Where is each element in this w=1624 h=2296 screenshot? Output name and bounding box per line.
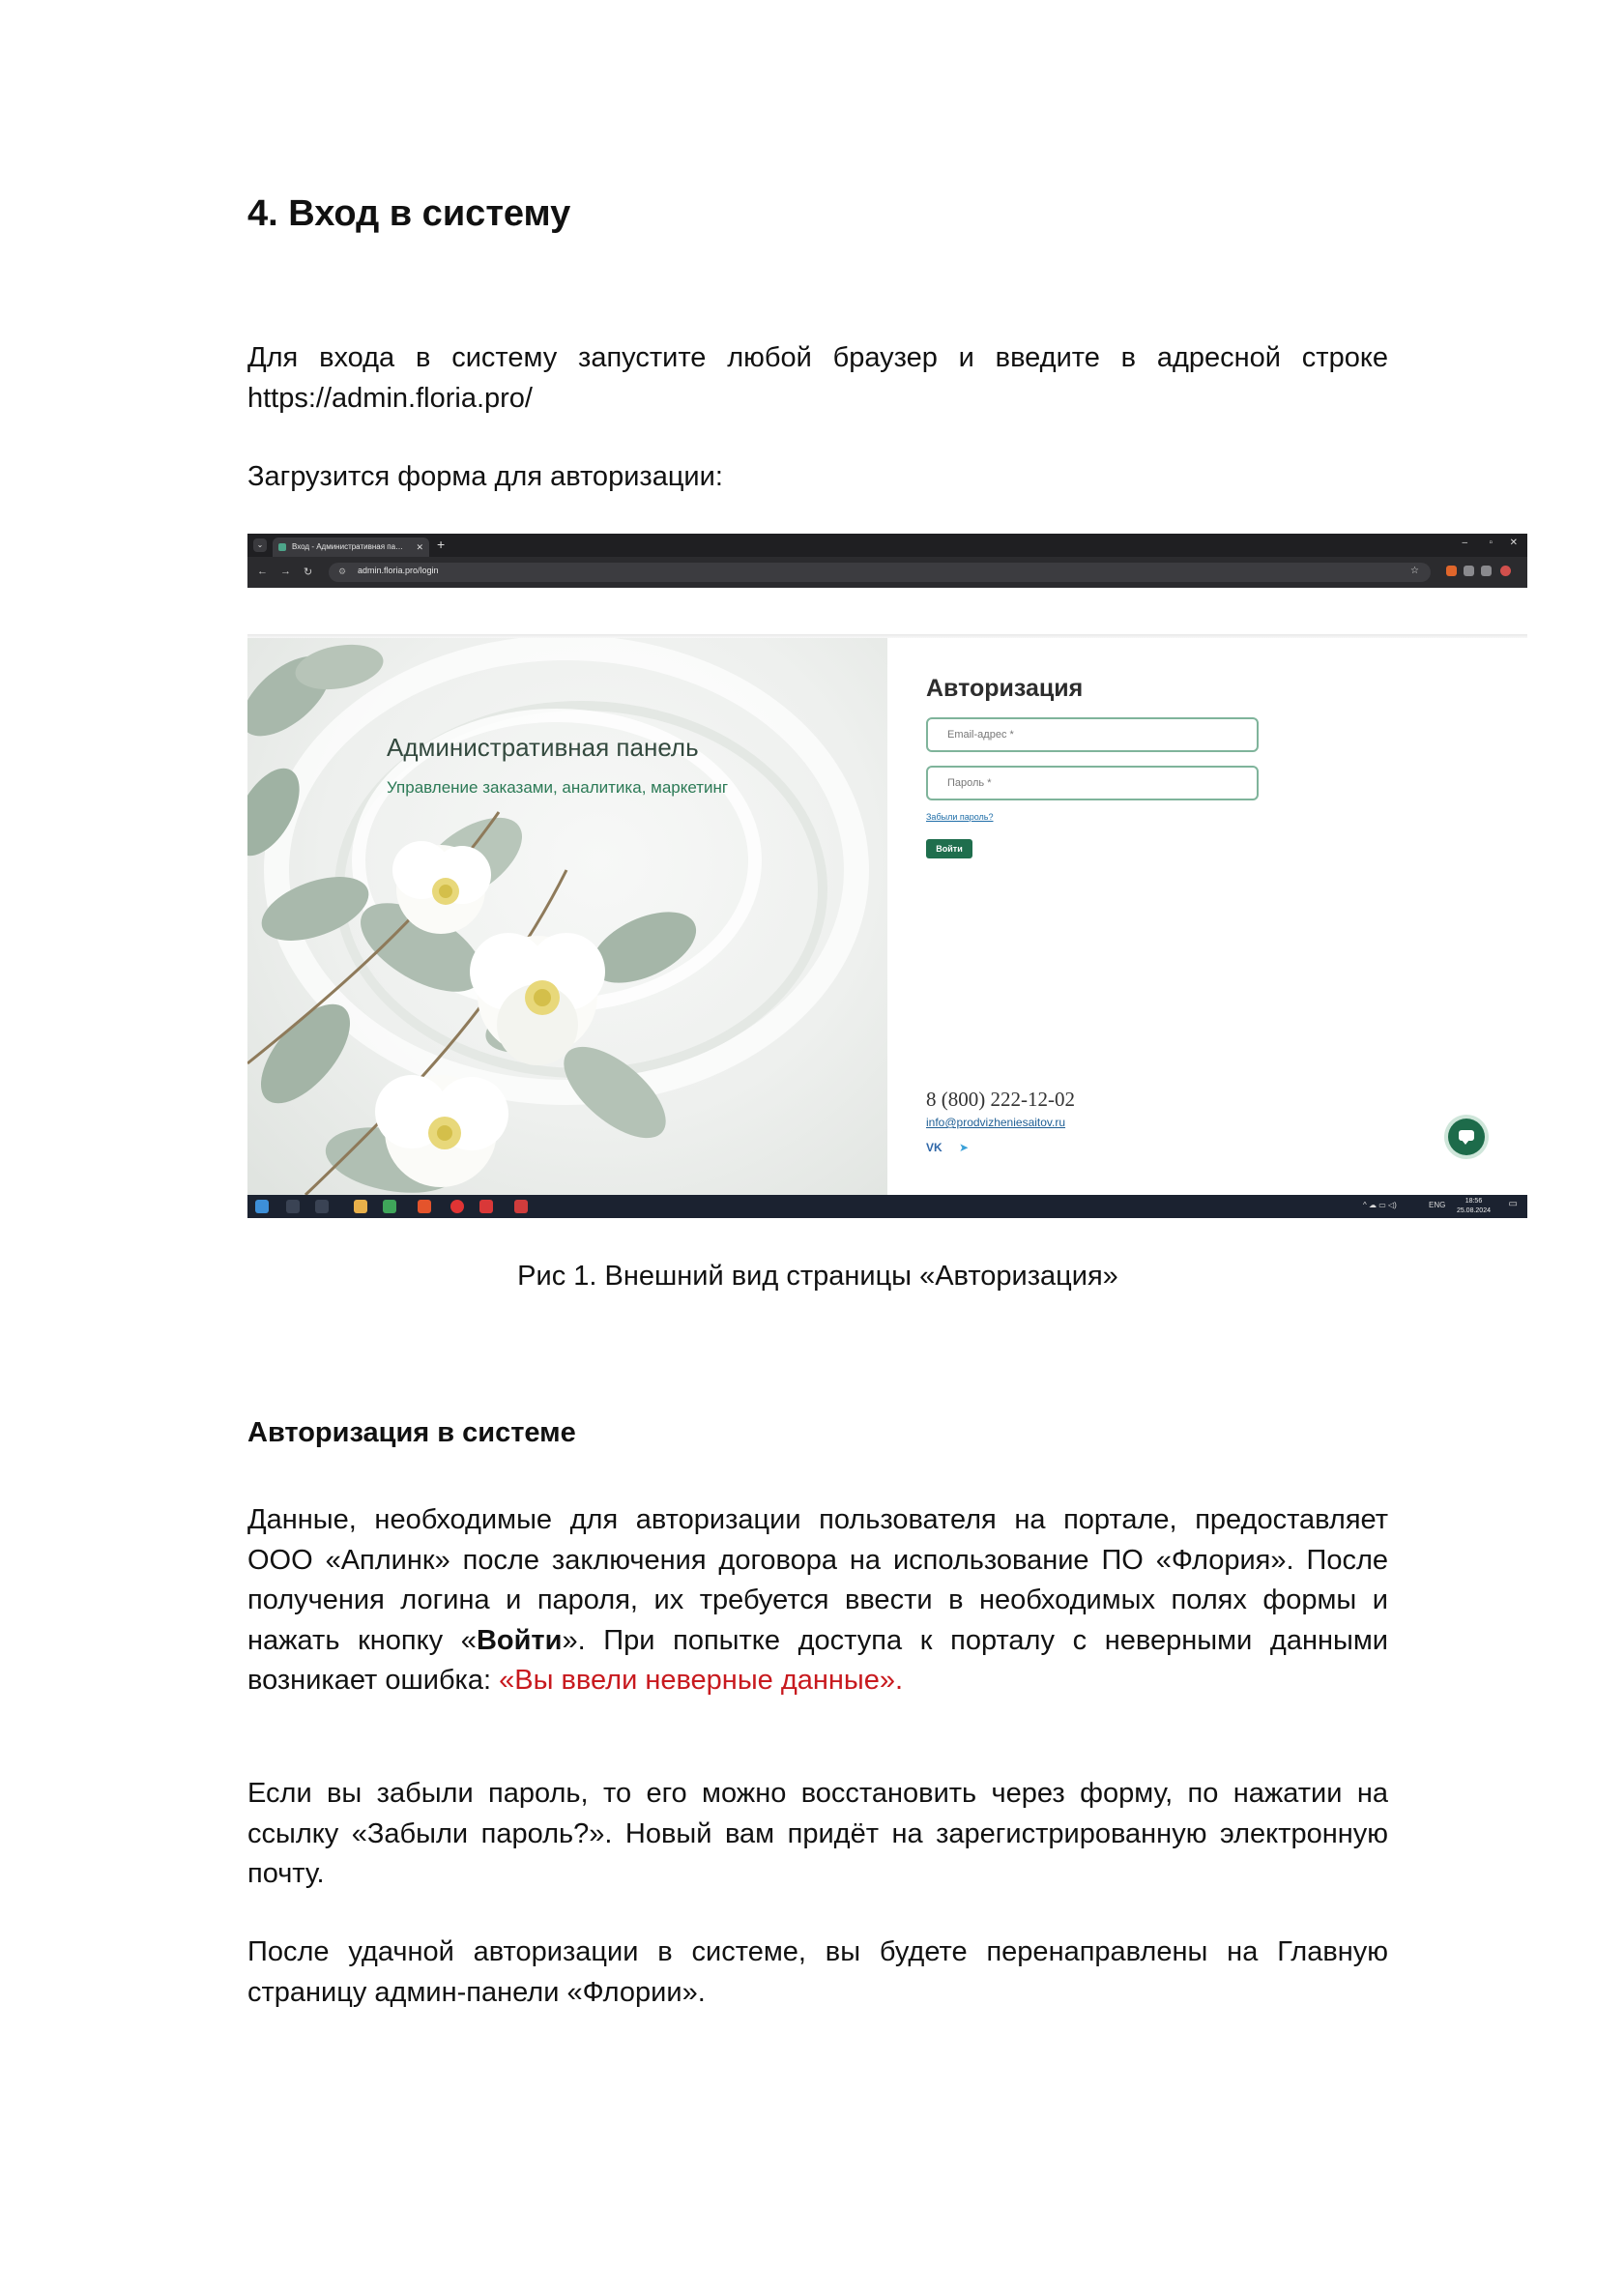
tab-strip (247, 534, 1527, 557)
forgot-password-link[interactable]: Забыли пароль? (926, 812, 994, 822)
hero-title: Административная панель (387, 733, 699, 762)
page-title: 4. Вход в систему (247, 193, 571, 234)
browser-chrome (247, 534, 1527, 588)
url-text: admin.floria.pro/login (358, 566, 439, 575)
file-explorer-icon[interactable] (354, 1200, 367, 1213)
auth-text-middle: ». При попытке доступа к порталу с неверными данными возникает ошибка: (247, 1624, 1388, 1696)
vk-icon[interactable]: VK (926, 1141, 942, 1154)
auth-paragraph (247, 1500, 1388, 1701)
form-loads-text: Загрузится форма для авторизации: (247, 461, 723, 492)
hero-image-panel (247, 638, 887, 1195)
site-favicon-icon (278, 543, 286, 551)
site-settings-icon[interactable]: ⚙ (338, 567, 347, 576)
flowers-eucalyptus-illustration (247, 638, 887, 1195)
new-tab-button[interactable]: + (437, 537, 446, 552)
login-panel (887, 638, 1527, 1195)
language-indicator[interactable]: ENG (1429, 1201, 1446, 1209)
taskbar-clock[interactable] (1457, 1197, 1491, 1216)
clock-time: 18:56 (1464, 1198, 1483, 1205)
password-field[interactable] (926, 766, 1259, 800)
close-tab-icon[interactable]: ✕ (416, 542, 423, 552)
hero-subtitle: Управление заказами, аналитика, маркетинг (387, 778, 729, 797)
auth-heading: Авторизация в системе (247, 1417, 576, 1448)
yandex-browser-icon[interactable] (450, 1200, 464, 1213)
chat-widget-button[interactable] (1448, 1119, 1485, 1155)
login-button-reference: Войти (476, 1624, 563, 1656)
maximize-icon[interactable]: ▫ (1489, 538, 1493, 548)
task-view-icon[interactable] (315, 1200, 329, 1213)
reload-icon[interactable]: ↻ (304, 567, 313, 578)
extensions-puzzle-icon[interactable] (1464, 566, 1474, 576)
tab-list-button[interactable]: ⌄ (253, 538, 267, 552)
windows-taskbar (247, 1195, 1527, 1218)
intro-paragraph: Для входа в систему запустите любой браузер и введите в адресной строке https://admin.floria.pro/ (247, 342, 1388, 414)
address-bar[interactable] (329, 563, 1431, 582)
tab-title: Вход - Административная па… (292, 542, 404, 551)
downloads-icon[interactable] (1481, 566, 1492, 576)
success-paragraph: После удачной авторизации в системе, вы будете перенаправлены на Главную страницу админ-панели «Флории». (247, 1936, 1388, 2008)
telegram-icon[interactable]: ➤ (959, 1141, 970, 1154)
profile-avatar-icon[interactable] (1500, 566, 1511, 576)
flower-1 (470, 933, 605, 1065)
bookmark-star-icon[interactable]: ☆ (1410, 566, 1419, 576)
forward-icon[interactable]: → (280, 566, 291, 577)
minimize-icon[interactable]: – (1462, 538, 1467, 548)
login-button[interactable]: Войти (926, 839, 972, 858)
chrome-icon[interactable] (514, 1200, 528, 1213)
forgot-password-paragraph: Если вы забыли пароль, то его можно восстановить через форму, по нажатии на ссылку «Забыли пароль?». Новый вам придёт на зарегистрированную электронную почту. (247, 1778, 1388, 1889)
search-icon[interactable] (286, 1200, 300, 1213)
contact-phone: 8 (800) 222-12-02 (926, 1088, 1075, 1111)
app-icon[interactable] (383, 1200, 396, 1213)
window-close-icon[interactable]: ✕ (1509, 538, 1518, 548)
tray-icons[interactable]: ^ ☁ ▭ ◁) (1363, 1201, 1397, 1209)
app-icon[interactable] (418, 1200, 431, 1213)
contact-email[interactable]: info@prodvizheniesaitov.ru (926, 1116, 1066, 1129)
email-field[interactable] (926, 717, 1259, 752)
clock-date: 25.08.2024 (1456, 1207, 1491, 1214)
login-page-screenshot (247, 534, 1527, 1218)
error-message-text: «Вы ввели неверные данные». (499, 1665, 904, 1696)
app-icon[interactable] (479, 1200, 493, 1213)
start-icon[interactable] (255, 1200, 269, 1213)
auth-text-before: Данные, необходимые для авторизации пользователя на портале, предоставляет ООО «Аплинк» после заключения договора на использование ПО «Флория». После получения логина и пароля, их требуется ввести в необходимых полях формы и нажать кнопку « (247, 1504, 1388, 1656)
browser-tab[interactable] (273, 538, 429, 557)
login-title: Авторизация (926, 675, 1084, 702)
figure-caption: Рис 1. Внешний вид страницы «Авторизация» (517, 1261, 1118, 1292)
back-icon[interactable]: ← (257, 566, 268, 577)
extension-icon[interactable] (1446, 566, 1457, 576)
notifications-icon[interactable]: ▭ (1508, 1199, 1518, 1209)
navigation-row (247, 557, 1527, 588)
